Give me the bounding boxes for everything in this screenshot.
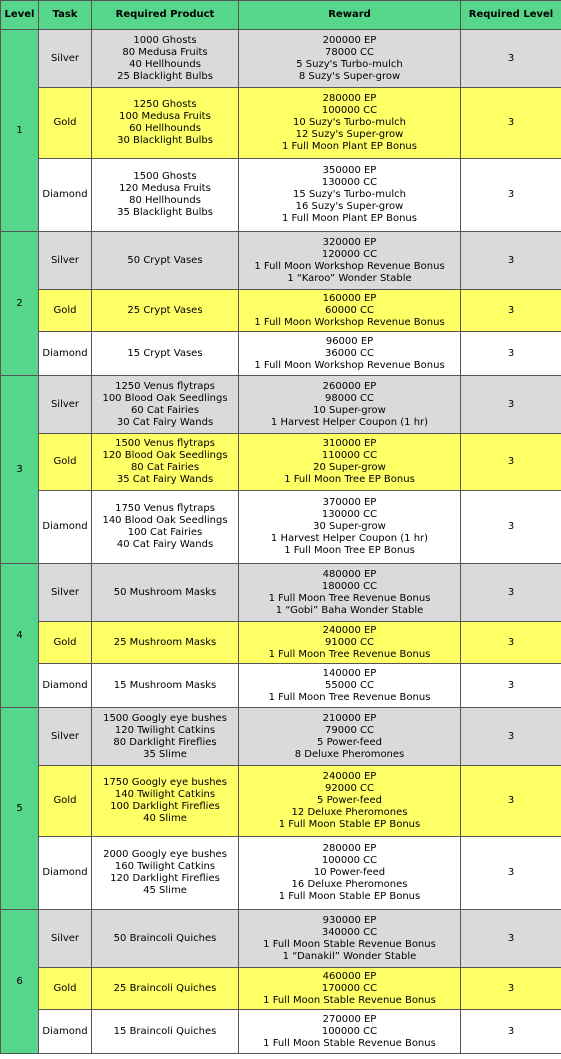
reward-cell (239, 968, 461, 1010)
reward-line: 91000 CC (325, 636, 374, 648)
product-line: 35 Cat Fairy Wands (116, 474, 214, 485)
reward-cell (239, 622, 461, 664)
product-line: 25 Mushroom Masks (113, 636, 217, 648)
product-line: 100 Blood Oak Seedlings (102, 392, 228, 404)
product-line: 80 Darklight Fireflies (113, 736, 217, 748)
task-cell: Diamond (39, 664, 92, 708)
required-product-cell (92, 30, 239, 88)
required-level-cell: 3 (461, 968, 561, 1010)
required-level-cell: 3 (461, 88, 561, 159)
reward-line: 280000 EP (322, 843, 377, 854)
product-line: 100 Darklight Fireflies (110, 801, 220, 812)
required-level-cell: 3 (461, 766, 561, 837)
reward-line: 1 Full Moon Tree Revenue Bonus (268, 648, 431, 660)
reward-line: 1 Full Moon Plant EP Bonus (282, 213, 417, 224)
product-line: 160 Twilight Catkins (114, 861, 216, 872)
table-row (1, 837, 561, 910)
reward-cell (239, 88, 461, 159)
required-level-cell: 3 (461, 910, 561, 968)
reward-line: 130000 CC (321, 509, 378, 520)
reward-cell (239, 30, 461, 88)
required-product-cell (92, 332, 239, 376)
product-line: 30 Blacklight Bulbs (117, 135, 213, 146)
task-cell: Gold (39, 968, 92, 1010)
required-level-cell: 3 (461, 159, 561, 232)
table-row (1, 232, 561, 290)
reward-line: 96000 EP (325, 335, 374, 347)
task-cell: Gold (39, 766, 92, 837)
required-level-cell: 3 (461, 290, 561, 332)
reward-line: 930000 EP (322, 914, 377, 926)
table-row (1, 910, 561, 968)
reward-line: 1 Full Moon Workshop Revenue Bonus (254, 316, 445, 328)
reward-cell (239, 290, 461, 332)
table-body (1, 30, 561, 1054)
required-level-cell: 3 (461, 376, 561, 434)
level-cell: 3 (1, 376, 39, 564)
product-line: 15 Crypt Vases (127, 347, 203, 359)
header-row (1, 1, 561, 30)
product-line: 60 Hellhounds (129, 123, 201, 134)
task-cell: Silver (39, 910, 92, 968)
reward-line: 12 Suzy's Super-grow (295, 129, 404, 140)
product-line: 35 Blacklight Bulbs (117, 207, 213, 218)
task-cell: Silver (39, 376, 92, 434)
product-line: 1750 Venus flytraps (115, 503, 215, 514)
reward-line: 55000 CC (325, 679, 374, 691)
reward-line: 10 Super-grow (313, 404, 386, 416)
product-line: 80 Hellhounds (129, 195, 201, 206)
reward-cell (239, 766, 461, 837)
reward-line: 200000 EP (322, 34, 377, 46)
reward-line: 100000 CC (321, 1025, 378, 1037)
required-product-cell (92, 766, 239, 837)
reward-line: 1 Full Moon Plant EP Bonus (282, 141, 417, 152)
level-cell: 6 (1, 910, 39, 1054)
required-product-cell (92, 708, 239, 766)
required-product-cell (92, 232, 239, 290)
required-product-cell (92, 1010, 239, 1054)
reward-line: 1 “Danakil” Wonder Stable (282, 950, 417, 962)
reward-line: 180000 CC (321, 580, 378, 592)
task-cell: Silver (39, 708, 92, 766)
reward-line: 20 Super-grow (313, 462, 386, 473)
task-cell: Gold (39, 622, 92, 664)
required-product-cell (92, 837, 239, 910)
reward-line: 340000 CC (321, 926, 378, 938)
level-cell: 1 (1, 30, 39, 232)
table-row (1, 708, 561, 766)
product-line: 1250 Ghosts (133, 99, 197, 110)
reward-line: 5 Power-feed (317, 736, 382, 748)
reward-cell (239, 837, 461, 910)
required-product-cell (92, 664, 239, 708)
reward-line: 1 Full Moon Stable Revenue Bonus (263, 994, 436, 1006)
product-line: 45 Slime (143, 885, 187, 896)
task-cell: Diamond (39, 332, 92, 376)
product-line: 100 Medusa Fruits (119, 111, 211, 122)
required-level-cell: 3 (461, 232, 561, 290)
reward-line: 1 Harvest Helper Coupon (1 hr) (270, 533, 429, 544)
reward-line: 1 Full Moon Tree Revenue Bonus (268, 691, 431, 703)
reward-line: 5 Power-feed (317, 795, 382, 806)
required-level-cell: 3 (461, 664, 561, 708)
required-product-cell (92, 376, 239, 434)
required-product-cell (92, 910, 239, 968)
table-row (1, 564, 561, 622)
reward-line: 160000 EP (322, 292, 377, 304)
reward-cell (239, 376, 461, 434)
reward-line: 270000 EP (322, 1013, 377, 1025)
product-line: 35 Slime (143, 748, 187, 760)
reward-line: 460000 EP (322, 970, 377, 982)
reward-line: 1 “Karoo” Wonder Stable (287, 272, 412, 284)
reward-line: 1 Harvest Helper Coupon (1 hr) (270, 416, 429, 428)
reward-line: 78000 CC (325, 46, 374, 58)
reward-line: 100000 CC (321, 855, 378, 866)
reward-line: 280000 EP (322, 93, 377, 104)
reward-line: 1 Full Moon Tree EP Bonus (284, 474, 415, 485)
reward-cell (239, 564, 461, 622)
product-line: 1000 Ghosts (133, 34, 197, 46)
product-line: 40 Hellhounds (129, 58, 201, 70)
required-level-cell: 3 (461, 491, 561, 564)
reward-line: 8 Suzy's Super-grow (298, 70, 401, 82)
reward-line: 140000 EP (322, 667, 377, 679)
header-reward: Reward (239, 1, 461, 30)
task-cell: Gold (39, 290, 92, 332)
product-line: 25 Blacklight Bulbs (117, 70, 213, 82)
product-line: 1250 Venus flytraps (115, 380, 215, 392)
reward-line: 130000 CC (321, 177, 378, 188)
required-product-cell (92, 491, 239, 564)
product-line: 100 Cat Fairies (127, 527, 203, 538)
product-line: 80 Medusa Fruits (122, 46, 208, 58)
reward-line: 480000 EP (322, 568, 377, 580)
table-row (1, 30, 561, 88)
table-row (1, 664, 561, 708)
reward-line: 120000 CC (321, 248, 378, 260)
table-row (1, 1010, 561, 1054)
task-cell: Diamond (39, 1010, 92, 1054)
task-cell: Diamond (39, 837, 92, 910)
product-line: 50 Mushroom Masks (113, 586, 217, 598)
table-row (1, 766, 561, 837)
required-level-cell: 3 (461, 332, 561, 376)
required-level-cell: 3 (461, 837, 561, 910)
reward-line: 240000 EP (322, 771, 377, 782)
reward-line: 10 Power-feed (313, 867, 386, 878)
table-row (1, 434, 561, 491)
reward-line: 1 Full Moon Stable EP Bonus (278, 819, 421, 830)
product-line: 15 Braincoli Quiches (113, 1025, 217, 1037)
reward-line: 1 Full Moon Stable Revenue Bonus (263, 938, 436, 950)
reward-line: 1 Full Moon Tree Revenue Bonus (268, 592, 431, 604)
task-cell: Silver (39, 30, 92, 88)
product-line: 1500 Googly eye bushes (103, 712, 227, 724)
reward-line: 1 Full Moon Workshop Revenue Bonus (254, 359, 445, 371)
reward-line: 100000 CC (321, 105, 378, 116)
reward-line: 370000 EP (322, 497, 377, 508)
level-cell: 4 (1, 564, 39, 708)
reward-line: 260000 EP (322, 380, 377, 392)
reward-line: 30 Super-grow (313, 521, 386, 532)
required-level-cell: 3 (461, 708, 561, 766)
table-row (1, 290, 561, 332)
product-line: 2000 Googly eye bushes (103, 849, 227, 860)
product-line: 60 Cat Fairies (130, 404, 200, 416)
table-row (1, 159, 561, 232)
reward-line: 98000 CC (325, 392, 374, 404)
required-product-cell (92, 290, 239, 332)
product-line: 140 Blood Oak Seedlings (102, 515, 228, 526)
level-cell: 2 (1, 232, 39, 376)
reward-cell (239, 232, 461, 290)
header-required-product: Required Product (92, 1, 239, 30)
reward-line: 8 Deluxe Pheromones (294, 748, 405, 760)
reward-line: 60000 CC (325, 304, 374, 316)
required-product-cell (92, 622, 239, 664)
reward-line: 92000 CC (325, 783, 374, 794)
header-task: Task (39, 1, 92, 30)
product-line: 25 Crypt Vases (127, 304, 203, 316)
table-row (1, 491, 561, 564)
header-level: Level (1, 1, 39, 30)
level-cell: 5 (1, 708, 39, 910)
table-row (1, 332, 561, 376)
reward-line: 15 Suzy's Turbo-mulch (293, 189, 406, 200)
product-line: 50 Braincoli Quiches (113, 932, 217, 944)
product-line: 1750 Googly eye bushes (103, 777, 227, 788)
required-level-cell: 3 (461, 434, 561, 491)
required-level-cell: 3 (461, 30, 561, 88)
task-cell: Gold (39, 88, 92, 159)
product-line: 140 Twilight Catkins (114, 789, 216, 800)
product-line: 120 Medusa Fruits (119, 183, 211, 194)
task-cell: Gold (39, 434, 92, 491)
task-cell: Diamond (39, 491, 92, 564)
reward-line: 79000 CC (325, 724, 374, 736)
reward-line: 170000 CC (321, 982, 378, 994)
table-row (1, 88, 561, 159)
table-row (1, 968, 561, 1010)
table-row (1, 376, 561, 434)
reward-line: 240000 EP (322, 624, 377, 636)
reward-line: 10 Suzy's Turbo-mulch (293, 117, 406, 128)
reward-line: 16 Deluxe Pheromones (291, 879, 408, 890)
reward-cell (239, 491, 461, 564)
reward-line: 1 Full Moon Stable EP Bonus (278, 891, 421, 902)
reward-line: 1 Full Moon Workshop Revenue Bonus (254, 260, 445, 272)
required-product-cell (92, 434, 239, 491)
reward-cell (239, 664, 461, 708)
required-level-cell: 3 (461, 1010, 561, 1054)
product-line: 1500 Venus flytraps (115, 438, 215, 449)
task-cell: Silver (39, 564, 92, 622)
required-product-cell (92, 968, 239, 1010)
reward-line: 1 “Gobi” Baha Wonder Stable (275, 604, 424, 616)
table-row (1, 622, 561, 664)
required-level-cell: 3 (461, 564, 561, 622)
product-line: 120 Twilight Catkins (114, 724, 216, 736)
reward-line: 310000 EP (322, 438, 377, 449)
required-product-cell (92, 564, 239, 622)
reward-line: 1 Full Moon Stable Revenue Bonus (263, 1037, 436, 1049)
reward-cell (239, 332, 461, 376)
product-line: 30 Cat Fairy Wands (116, 416, 214, 428)
product-line: 80 Cat Fairies (130, 462, 200, 473)
product-line: 1500 Ghosts (133, 171, 197, 182)
product-line: 40 Slime (143, 813, 187, 824)
reward-line: 36000 CC (325, 347, 374, 359)
product-line: 50 Crypt Vases (127, 254, 203, 266)
required-product-cell (92, 159, 239, 232)
reward-line: 350000 EP (322, 165, 377, 176)
reward-cell (239, 159, 461, 232)
reward-line: 320000 EP (322, 236, 377, 248)
reward-line: 5 Suzy's Turbo-mulch (296, 58, 403, 70)
reward-line: 1 Full Moon Tree EP Bonus (284, 545, 415, 556)
product-line: 15 Mushroom Masks (113, 679, 217, 691)
reward-cell (239, 1010, 461, 1054)
task-cell: Silver (39, 232, 92, 290)
reward-cell (239, 910, 461, 968)
reward-line: 12 Deluxe Pheromones (291, 807, 408, 818)
required-product-cell (92, 88, 239, 159)
reward-cell (239, 708, 461, 766)
required-level-cell: 3 (461, 622, 561, 664)
task-cell: Diamond (39, 159, 92, 232)
reward-line: 16 Suzy's Super-grow (295, 201, 404, 212)
product-line: 120 Blood Oak Seedlings (102, 450, 228, 461)
reward-cell (239, 434, 461, 491)
reward-line: 210000 EP (322, 712, 377, 724)
product-line: 25 Braincoli Quiches (113, 982, 217, 994)
reward-line: 110000 CC (321, 450, 378, 461)
header-required-level: Required Level (461, 1, 561, 30)
product-line: 120 Darklight Fireflies (110, 873, 220, 884)
product-line: 40 Cat Fairy Wands (116, 539, 214, 550)
